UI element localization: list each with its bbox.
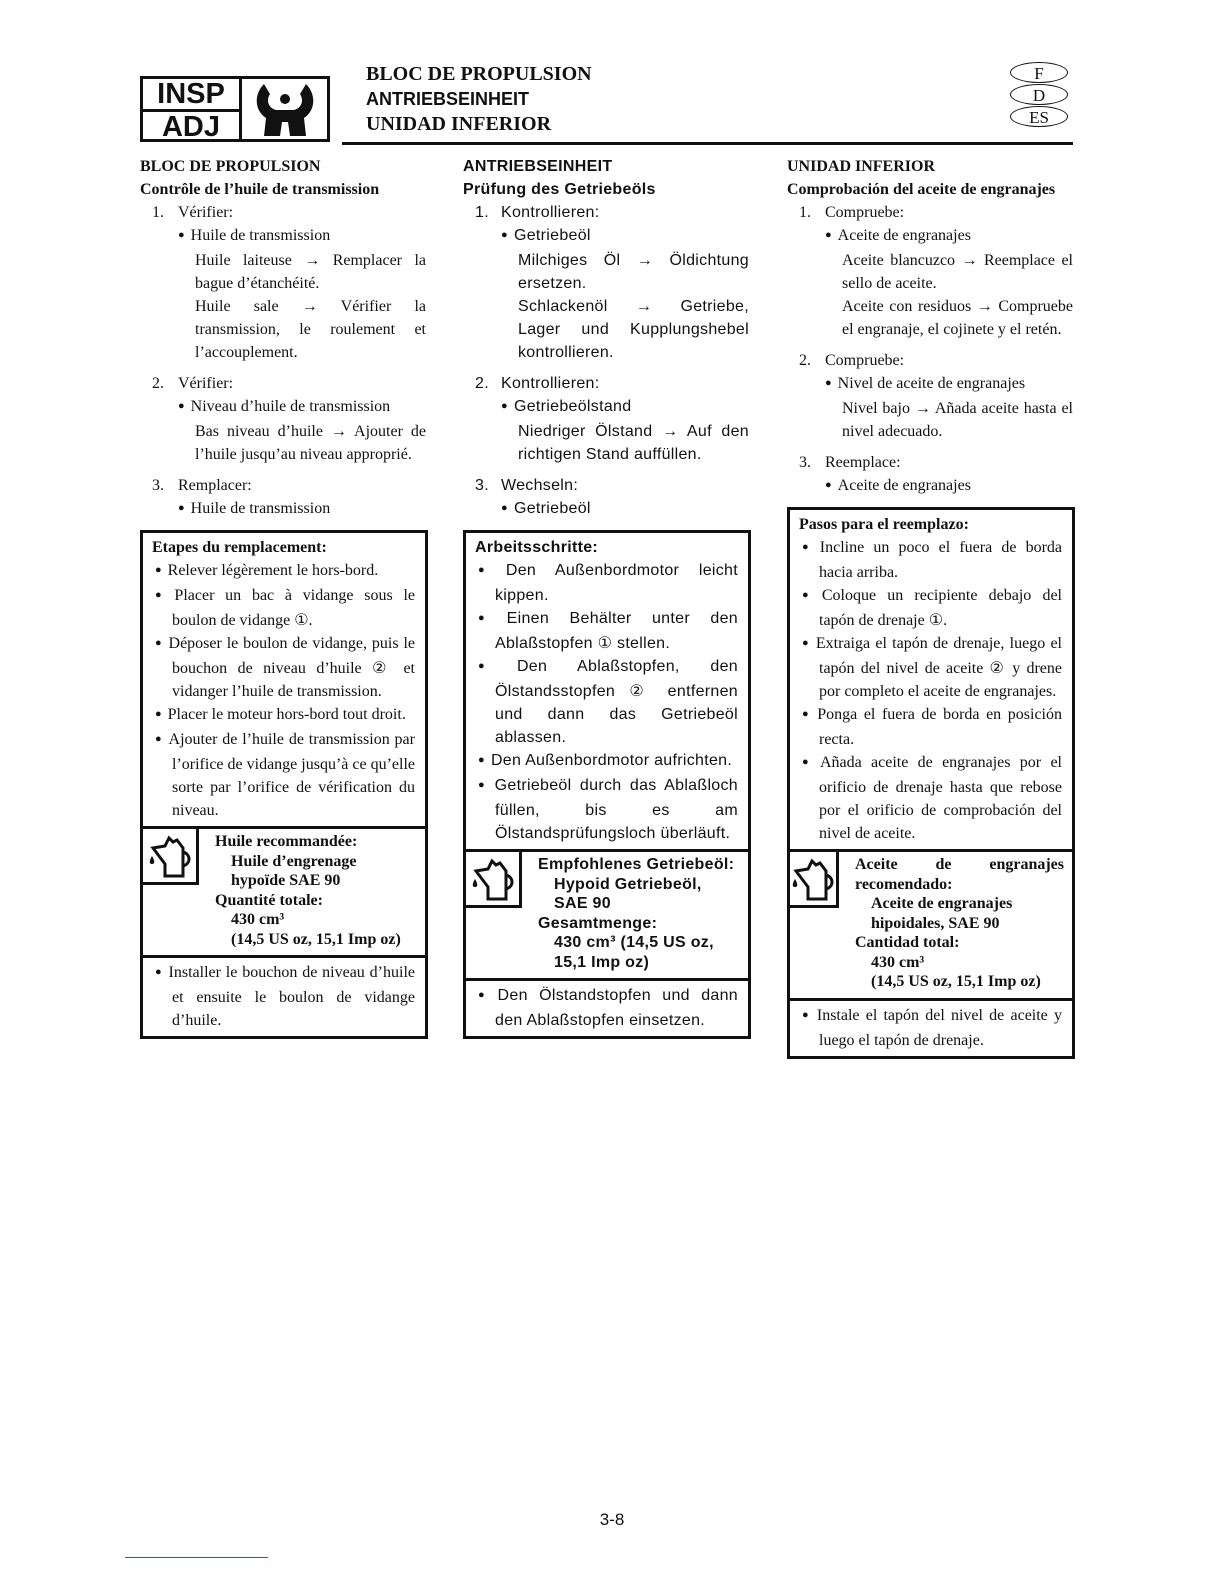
title-es: UNIDAD INFERIOR xyxy=(366,113,552,135)
step-detail: Aceite con residuos → Compruebe el engranaje, el cojinete y el retén. xyxy=(842,298,1073,338)
step-number: 1. xyxy=(799,204,811,221)
step-label xyxy=(140,372,428,395)
step-detail: Bas niveau d’huile → Ajouter de l’huile jusqu’au niveau approprié. xyxy=(195,423,426,463)
column-heading: ANTRIEBSEINHEIT xyxy=(463,158,613,175)
box-bullet: ● Ajouter de l’huile de transmission par l’orifice de vidange jusqu’à ce qu’elle sorte par l’orifice de vérification du niveau. xyxy=(152,728,415,822)
step-detail: Aceite blancuzco → Reemplace el sello de aceite. xyxy=(842,252,1073,292)
column-subheading: Contrôle de l’huile de transmission xyxy=(140,181,380,198)
step-item: ● Getriebeöl xyxy=(463,497,751,522)
box-bullet: ● Placer le moteur hors-bord tout droit. xyxy=(152,703,415,728)
step-action: Vérifier: xyxy=(178,375,234,392)
step-action: Kontrollieren: xyxy=(501,204,600,221)
oil-can-icon xyxy=(790,852,839,908)
step-action: Compruebe: xyxy=(825,204,905,221)
step-number: 3. xyxy=(799,454,811,471)
spec-qty: (14,5 US oz, 15,1 Imp oz) xyxy=(871,973,1041,990)
step-label xyxy=(463,474,751,497)
box-bullet: ● Déposer le boulon de vidange, puis le bouchon de niveau d’huile ② et vidanger l’huile de transmission. xyxy=(152,632,415,703)
step-action: Compruebe: xyxy=(825,352,905,369)
column-french xyxy=(140,155,428,1039)
step-item: ● Aceite de engranajes xyxy=(787,224,1075,249)
column-heading: BLOC DE PROPULSION xyxy=(140,158,321,175)
section-titles xyxy=(366,62,592,137)
box-bullet: ● Añada aceite de engranajes por el orificio de drenaje hasta que rebose por el orificio de comprobación del nivel de aceite. xyxy=(799,751,1062,845)
step-item: ● Nivel de aceite de engranajes xyxy=(787,372,1075,397)
spec-text xyxy=(199,829,409,955)
step-action: Wechseln: xyxy=(501,477,579,494)
page-number: 3-8 xyxy=(599,1510,625,1529)
step-detail: Niedriger Ölstand → Auf den richtigen Stand auffüllen. xyxy=(518,423,749,463)
badge-insp: INSP xyxy=(143,79,239,112)
procedure-box xyxy=(463,530,751,1039)
step-detail: Schlackenöl → Getriebe, Lager und Kupplungshebel kontrollieren. xyxy=(518,298,749,361)
procedure-step xyxy=(140,201,428,364)
spec-text xyxy=(839,852,1072,998)
replacement-steps xyxy=(143,533,425,826)
spec-qty: 15,1 Imp oz) xyxy=(554,953,650,971)
final-bullet: ● Installer le bouchon de niveau d’huile et ensuite le boulon de vidange d’huile. xyxy=(152,961,415,1032)
spec-qty: 430 cm³ xyxy=(871,953,925,971)
box-title: Etapes du remplacement: xyxy=(152,539,327,556)
spec-oil: Huile d’engrenage xyxy=(231,852,357,870)
step-item: ● Getriebeöl xyxy=(463,224,751,249)
box-title: Arbeitsschritte: xyxy=(475,539,599,556)
wrench-icon xyxy=(242,79,327,139)
step-label xyxy=(463,372,751,395)
step-action: Remplacer: xyxy=(178,477,252,494)
box-bullet: ● Einen Behälter unter den Ablaßstopfen ① stellen. xyxy=(475,607,738,655)
spec-qty-label: Cantidad total: xyxy=(855,934,960,951)
oil-can-icon xyxy=(466,852,522,908)
step-detail: Huile laiteuse → Remplacer la bague d’étanchéité. xyxy=(195,252,426,292)
spec-oil: Hypoid Getriebeöl, xyxy=(554,875,702,893)
step-label xyxy=(787,349,1075,372)
step-label xyxy=(463,201,751,224)
final-step xyxy=(790,998,1072,1056)
title-de: ANTRIEBSEINHEIT xyxy=(366,89,530,109)
column-german xyxy=(463,155,751,1039)
column-subheading: Prüfung des Getriebeöls xyxy=(463,181,656,198)
box-bullet: ● Relever légèrement le hors-bord. xyxy=(152,559,415,584)
step-number: 2. xyxy=(152,375,164,392)
header-rule xyxy=(342,142,1073,145)
spec-qty: (14,5 US oz, 15,1 Imp oz) xyxy=(231,930,401,948)
title-fr: BLOC DE PROPULSION xyxy=(366,63,592,85)
lang-f: F xyxy=(1010,62,1068,83)
box-bullet: ● Den Ablaßstopfen, den Ölstandsstopfen ② entfernen und dann das Getriebeöl ablassen. xyxy=(475,655,738,749)
link-underline xyxy=(125,1557,268,1558)
spec-oil: Aceite de engranajes xyxy=(871,895,1013,912)
procedure-box xyxy=(140,530,428,1039)
spec-qty-label: Quantité totale: xyxy=(215,891,323,909)
oil-spec xyxy=(466,849,748,978)
procedure-step xyxy=(140,474,428,522)
procedure-box xyxy=(787,507,1075,1059)
procedure-step xyxy=(463,474,751,522)
step-action: Kontrollieren: xyxy=(501,375,600,392)
spec-oil: hipoidales, SAE 90 xyxy=(871,914,1000,932)
step-number: 3. xyxy=(152,477,164,494)
step-number: 2. xyxy=(475,375,489,392)
language-markers xyxy=(1010,62,1068,127)
step-item: ● Huile de transmission xyxy=(140,224,428,249)
procedure-step xyxy=(787,201,1075,341)
replacement-steps xyxy=(790,510,1072,849)
spec-title: Empfohlenes Getriebeöl: xyxy=(538,856,735,873)
procedure-step xyxy=(140,372,428,466)
procedure-step xyxy=(787,451,1075,499)
step-label xyxy=(140,474,428,497)
step-number: 1. xyxy=(152,204,164,221)
procedure-step xyxy=(463,372,751,466)
step-number: 2. xyxy=(799,352,811,369)
spec-qty-label: Gesamtmenge: xyxy=(538,914,658,932)
box-bullet: ● Den Außenbordmotor leicht kippen. xyxy=(475,559,738,607)
spec-oil: SAE 90 xyxy=(554,895,611,912)
step-detail: Huile sale → Vérifier la transmission, le roulement et l’accouplement. xyxy=(195,298,426,361)
box-bullet: ● Extraiga el tapón de drenaje, luego el tapón del nivel de aceite ② y drene por completo el aceite de engranajes. xyxy=(799,632,1062,703)
spec-text xyxy=(522,852,742,978)
column-heading: UNIDAD INFERIOR xyxy=(787,158,936,175)
step-label xyxy=(787,451,1075,474)
step-item: ● Niveau d’huile de transmission xyxy=(140,395,428,420)
oil-can-icon xyxy=(143,829,199,885)
spec-oil: hypoïde SAE 90 xyxy=(231,872,341,889)
spec-title: Huile recommandée: xyxy=(215,833,358,850)
replacement-steps xyxy=(466,533,748,849)
box-bullet: ● Incline un poco el fuera de borda hacia arriba. xyxy=(799,536,1062,584)
lang-es: ES xyxy=(1010,106,1068,127)
oil-spec xyxy=(790,849,1072,998)
step-label xyxy=(140,201,428,224)
final-step xyxy=(466,978,748,1036)
step-item: ● Getriebeölstand xyxy=(463,395,751,420)
final-step xyxy=(143,955,425,1036)
box-bullet: ● Ponga el fuera de borda en posición recta. xyxy=(799,703,1062,751)
box-title: Pasos para el reemplazo: xyxy=(799,516,969,533)
badge-adj: ADJ xyxy=(161,111,220,143)
column-subheading: Comprobación del aceite de engranajes xyxy=(787,181,1056,198)
step-number: 1. xyxy=(475,204,489,221)
spec-qty: 430 cm³ xyxy=(231,911,285,928)
box-bullet: ● Den Außenbordmotor aufrichten. xyxy=(475,749,738,774)
box-bullet: ● Getriebeöl durch das Ablaßloch füllen, bis es am Ölstandsprüfungsloch überläuft. xyxy=(475,774,738,845)
step-detail: Nivel bajo → Añada aceite hasta el nivel adecuado. xyxy=(842,400,1073,440)
step-action: Reemplace: xyxy=(825,454,901,471)
box-bullet: ● Placer un bac à vidange sous le boulon de vidange ①. xyxy=(152,584,415,632)
insp-adj-badge xyxy=(140,76,330,142)
step-action: Vérifier: xyxy=(178,204,234,221)
step-detail: Milchiges Öl → Öldichtung ersetzen. xyxy=(518,252,749,292)
box-bullet: ● Coloque un recipiente debajo del tapón de drenaje ①. xyxy=(799,584,1062,632)
procedure-step xyxy=(787,349,1075,443)
final-bullet: ● Den Ölstandstopfen und dann den Ablaßstopfen einsetzen. xyxy=(475,984,738,1032)
step-item: ● Aceite de engranajes xyxy=(787,474,1075,499)
step-item: ● Huile de transmission xyxy=(140,497,428,522)
spec-qty: 430 cm³ (14,5 US oz, xyxy=(554,934,714,951)
procedure-step xyxy=(463,201,751,364)
step-label xyxy=(787,201,1075,224)
step-number: 3. xyxy=(475,477,489,494)
final-bullet: ● Instale el tapón del nivel de aceite y luego el tapón de drenaje. xyxy=(799,1004,1062,1052)
column-spanish xyxy=(787,155,1075,1059)
spec-title: Aceite de engranajes recomendado: xyxy=(855,856,1064,893)
oil-spec xyxy=(143,826,425,955)
lang-d: D xyxy=(1010,84,1068,105)
